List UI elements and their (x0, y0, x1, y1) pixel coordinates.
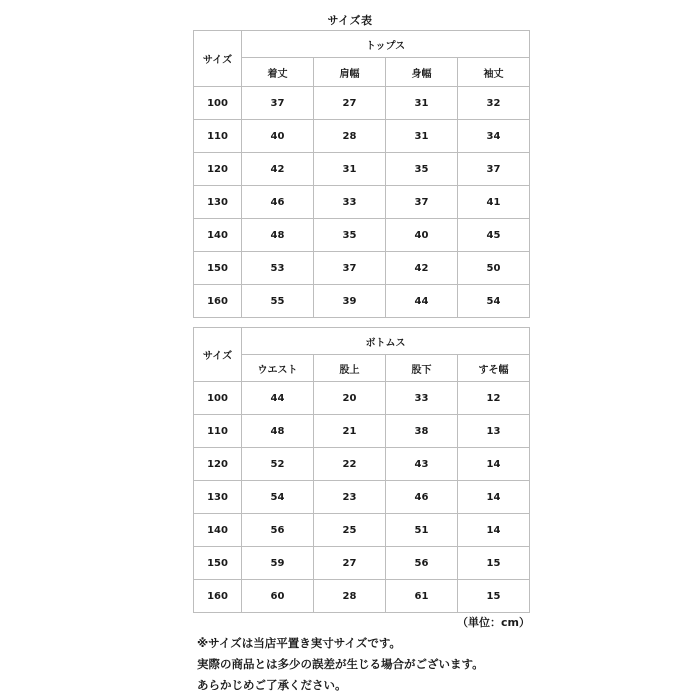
value-cell: 12 (458, 382, 530, 415)
column-header: ウエスト (242, 355, 314, 382)
value-cell: 25 (314, 514, 386, 547)
notes-block (197, 633, 697, 696)
value-cell: 56 (242, 514, 314, 547)
value-cell: 61 (386, 580, 458, 613)
size-cell: 140 (194, 514, 242, 547)
size-cell: 120 (194, 448, 242, 481)
value-cell: 42 (386, 252, 458, 285)
value-cell: 54 (458, 285, 530, 318)
value-cell: 59 (242, 547, 314, 580)
value-cell: 54 (242, 481, 314, 514)
size-cell: 100 (194, 382, 242, 415)
value-cell: 35 (386, 153, 458, 186)
value-cell: 31 (386, 120, 458, 153)
value-cell: 52 (242, 448, 314, 481)
table-row (194, 547, 530, 580)
value-cell: 13 (458, 415, 530, 448)
note-line: あらかじめご了承ください。 (197, 678, 347, 692)
value-cell: 37 (458, 153, 530, 186)
value-cell: 51 (386, 514, 458, 547)
value-cell: 31 (386, 87, 458, 120)
value-cell: 39 (314, 285, 386, 318)
value-cell: 40 (386, 219, 458, 252)
value-cell: 37 (242, 87, 314, 120)
value-cell: 42 (242, 153, 314, 186)
table-row (194, 252, 530, 285)
table-column-row (194, 355, 530, 382)
value-cell: 14 (458, 481, 530, 514)
value-cell: 14 (458, 514, 530, 547)
bottoms-group-header: ボトムス (242, 328, 530, 355)
value-cell: 44 (386, 285, 458, 318)
value-cell: 27 (314, 87, 386, 120)
size-column-header: サイズ (194, 328, 242, 382)
table-row (194, 285, 530, 318)
value-cell: 43 (386, 448, 458, 481)
size-cell: 150 (194, 252, 242, 285)
value-cell: 31 (314, 153, 386, 186)
table-row (194, 120, 530, 153)
size-cell: 150 (194, 547, 242, 580)
column-header: 着丈 (242, 58, 314, 87)
size-cell: 130 (194, 481, 242, 514)
bottoms-size-table (193, 327, 530, 613)
table-row (194, 186, 530, 219)
unit-note: （単位：cm） (457, 616, 530, 629)
value-cell: 15 (458, 580, 530, 613)
value-cell: 48 (242, 415, 314, 448)
tops-group-header: トップス (242, 31, 530, 58)
note-line: ※サイズは当店平置き実寸サイズです。 (197, 636, 401, 650)
table-header-row (194, 31, 530, 58)
value-cell: 28 (314, 580, 386, 613)
size-cell: 140 (194, 219, 242, 252)
size-column-header: サイズ (194, 31, 242, 87)
column-header: 身幅 (386, 58, 458, 87)
page-title: サイズ表 (327, 14, 373, 27)
size-cell: 160 (194, 285, 242, 318)
value-cell: 60 (242, 580, 314, 613)
value-cell: 46 (242, 186, 314, 219)
value-cell: 37 (386, 186, 458, 219)
table-column-row (194, 58, 530, 87)
table-row (194, 448, 530, 481)
value-cell: 28 (314, 120, 386, 153)
table-row (194, 481, 530, 514)
value-cell: 23 (314, 481, 386, 514)
value-cell: 45 (458, 219, 530, 252)
value-cell: 15 (458, 547, 530, 580)
table-row (194, 153, 530, 186)
table-header-row (194, 328, 530, 355)
value-cell: 38 (386, 415, 458, 448)
column-header: 股下 (386, 355, 458, 382)
tops-size-table (193, 30, 530, 318)
value-cell: 32 (458, 87, 530, 120)
size-cell: 100 (194, 87, 242, 120)
value-cell: 14 (458, 448, 530, 481)
value-cell: 55 (242, 285, 314, 318)
value-cell: 50 (458, 252, 530, 285)
value-cell: 46 (386, 481, 458, 514)
value-cell: 33 (314, 186, 386, 219)
size-cell: 120 (194, 153, 242, 186)
value-cell: 41 (458, 186, 530, 219)
note-line: 実際の商品とは多少の誤差が生じる場合がございます。 (197, 657, 484, 671)
value-cell: 40 (242, 120, 314, 153)
column-header: すそ幅 (458, 355, 530, 382)
size-cell: 160 (194, 580, 242, 613)
value-cell: 21 (314, 415, 386, 448)
table-row (194, 415, 530, 448)
size-cell: 110 (194, 120, 242, 153)
value-cell: 27 (314, 547, 386, 580)
table-row (194, 87, 530, 120)
value-cell: 33 (386, 382, 458, 415)
value-cell: 37 (314, 252, 386, 285)
column-header: 股上 (314, 355, 386, 382)
column-header: 袖丈 (458, 58, 530, 87)
value-cell: 44 (242, 382, 314, 415)
value-cell: 48 (242, 219, 314, 252)
column-header: 肩幅 (314, 58, 386, 87)
size-cell: 130 (194, 186, 242, 219)
size-cell: 110 (194, 415, 242, 448)
table-row (194, 219, 530, 252)
value-cell: 56 (386, 547, 458, 580)
table-row (194, 580, 530, 613)
value-cell: 53 (242, 252, 314, 285)
value-cell: 20 (314, 382, 386, 415)
table-row (194, 514, 530, 547)
value-cell: 22 (314, 448, 386, 481)
value-cell: 35 (314, 219, 386, 252)
value-cell: 34 (458, 120, 530, 153)
table-row (194, 382, 530, 415)
